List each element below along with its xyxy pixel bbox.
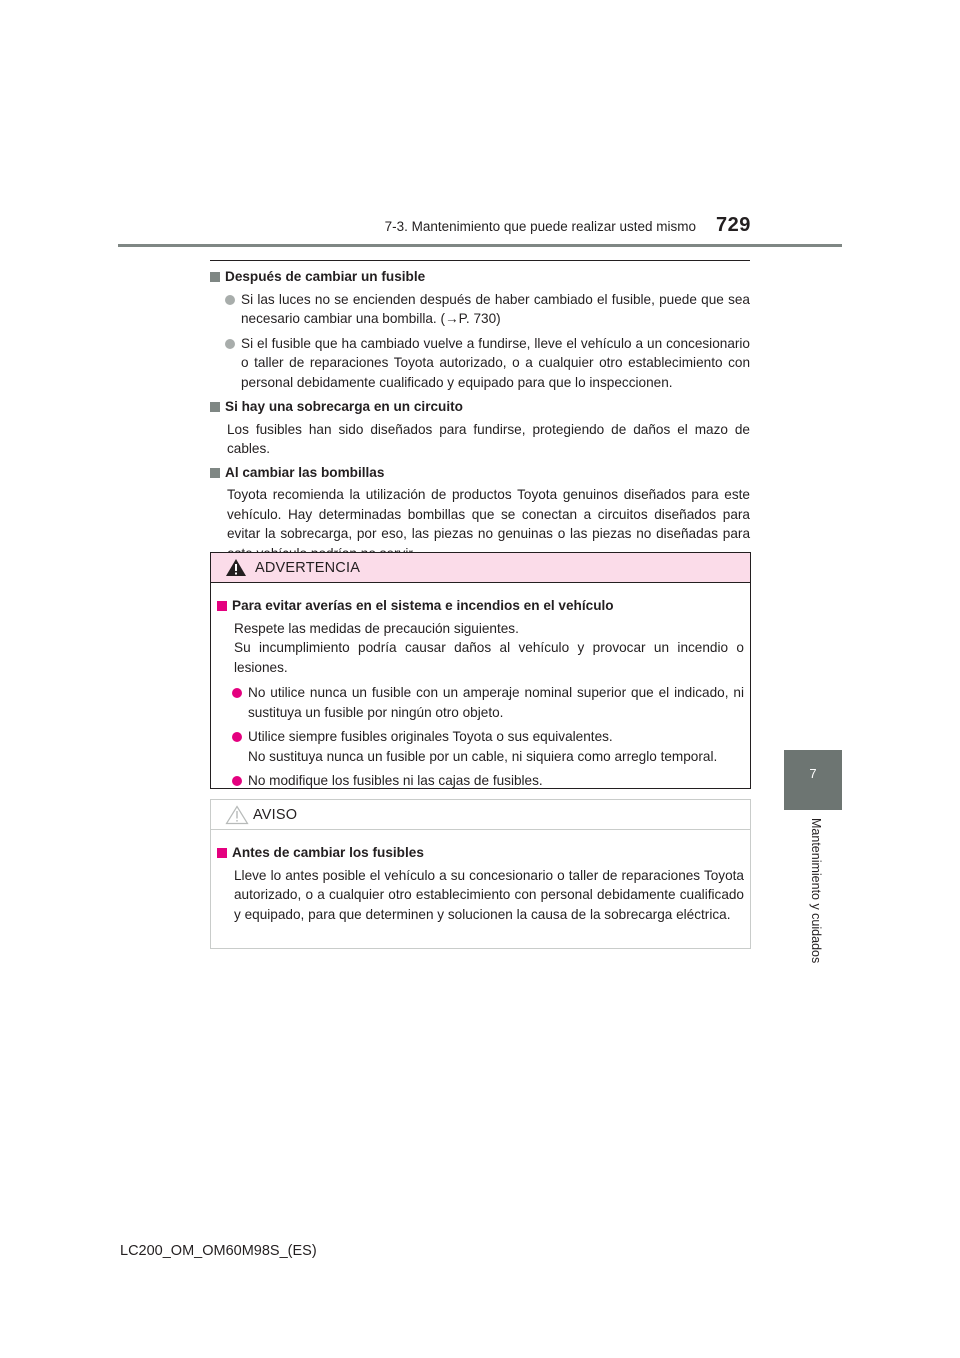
section-circuit-overload	[210, 397, 750, 459]
section-heading-text: Si hay una sobrecarga en un circuito	[225, 399, 463, 414]
warning-line: Su incumplimiento podría causar daños al vehículo y provocar un incendio o lesiones.	[234, 640, 744, 675]
list-item-text: No utilice nunca un fusible con un amperaje nominal superior que el indicado, ni sustituya un fusible por ningún otro objeto.	[248, 685, 744, 720]
circle-bullet-icon	[232, 688, 242, 698]
list-item	[217, 683, 744, 722]
section-heading	[210, 267, 750, 287]
circle-bullet-icon	[225, 339, 235, 349]
circle-bullet-icon	[225, 295, 235, 305]
notice-box	[210, 799, 751, 949]
section-heading	[210, 397, 750, 417]
list-item-text	[248, 727, 717, 766]
section-heading	[210, 463, 750, 483]
notice-paragraph: Lleve lo antes posible el vehículo a su concesionario o taller de reparaciones Toyota autorizado, o a cualquier otro establecimiento con personal debidamente cualificado y equipado, para que determinen y solucionen la causa de la sobrecarga eléctrica.	[234, 867, 744, 922]
section-heading-text: Después de cambiar un fusible	[225, 269, 426, 284]
list-item-text: No modifique los fusibles ni las cajas de fusibles.	[248, 773, 543, 788]
content-top-rule	[210, 260, 750, 261]
header-section-title: 7-3. Mantenimiento que puede realizar usted mismo	[384, 219, 696, 234]
warning-line: Respete las medidas de precaución siguientes.	[234, 620, 519, 636]
notice-subheading	[217, 843, 744, 863]
section-after-fuse	[210, 267, 750, 392]
notice-subheading-text: Antes de cambiar los fusibles	[232, 845, 424, 860]
notice-body	[211, 830, 750, 924]
square-bullet-icon	[217, 848, 227, 858]
chapter-label: Mantenimiento y cuidados	[809, 818, 823, 964]
page-number: 729	[716, 214, 751, 236]
notice-title: AVISO	[253, 806, 298, 823]
caution-outline-triangle-icon	[225, 805, 249, 825]
list-item-text: Si las luces no se encienden después de haber cambiado el fusible, puede que sea necesario cambiar una bombilla. (→P. 730)	[241, 291, 750, 326]
notice-header	[211, 800, 750, 830]
chapter-tab: 7	[784, 750, 842, 810]
warning-body	[211, 583, 750, 791]
square-bullet-icon	[217, 601, 227, 611]
section-heading-text: Al cambiar las bombillas	[225, 464, 385, 480]
warning-subheading-text: Para evitar averías en el sistema e incendios en el vehículo	[232, 598, 614, 613]
list-item-line: Utilice siempre fusibles originales Toyota o sus equivalentes.	[248, 729, 613, 744]
section-bulb-change	[210, 463, 750, 564]
square-bullet-icon	[210, 468, 220, 478]
warning-header	[211, 553, 750, 583]
square-bullet-icon	[210, 272, 220, 282]
warning-title: ADVERTENCIA	[255, 559, 361, 576]
list-item	[210, 290, 750, 329]
main-content	[210, 267, 750, 567]
section-paragraph: Toyota recomienda la utilización de productos Toyota genuinos diseñados para este vehículo. Hay determinadas bombillas que se conectan a circuitos diseñados para evitar la sobrecarga, por eso, las piezas no genuinas o las piezas no diseñadas para	[227, 487, 750, 541]
list-item-text: Si el fusible que ha cambiado vuelve a fundirse, lleve el vehículo a un concesionario o taller de reparaciones Toyota autorizado, o a cualquier otro establecimiento con personal debidamente cualificado y equipado para que lo inspeccionen.	[241, 335, 750, 390]
list-item-line: No sustituya nunca un fusible por un cable, ni siquiera como arreglo temporal.	[248, 748, 718, 764]
header-rule	[118, 244, 842, 247]
list-item	[210, 334, 750, 393]
warning-subheading	[217, 596, 744, 616]
circle-bullet-icon	[232, 732, 242, 742]
section-paragraph: Los fusibles han sido diseñados para fundirse, protegiendo de daños el mazo de cables.	[227, 421, 750, 456]
list-item	[217, 771, 744, 791]
warning-paragraph	[217, 619, 744, 678]
list-item	[217, 727, 744, 766]
square-bullet-icon	[210, 402, 220, 412]
circle-bullet-icon	[232, 776, 242, 786]
document-code: LC200_OM_OM60M98S_(ES)	[120, 1243, 317, 1259]
warning-box	[210, 552, 751, 789]
warning-triangle-icon	[225, 558, 247, 577]
